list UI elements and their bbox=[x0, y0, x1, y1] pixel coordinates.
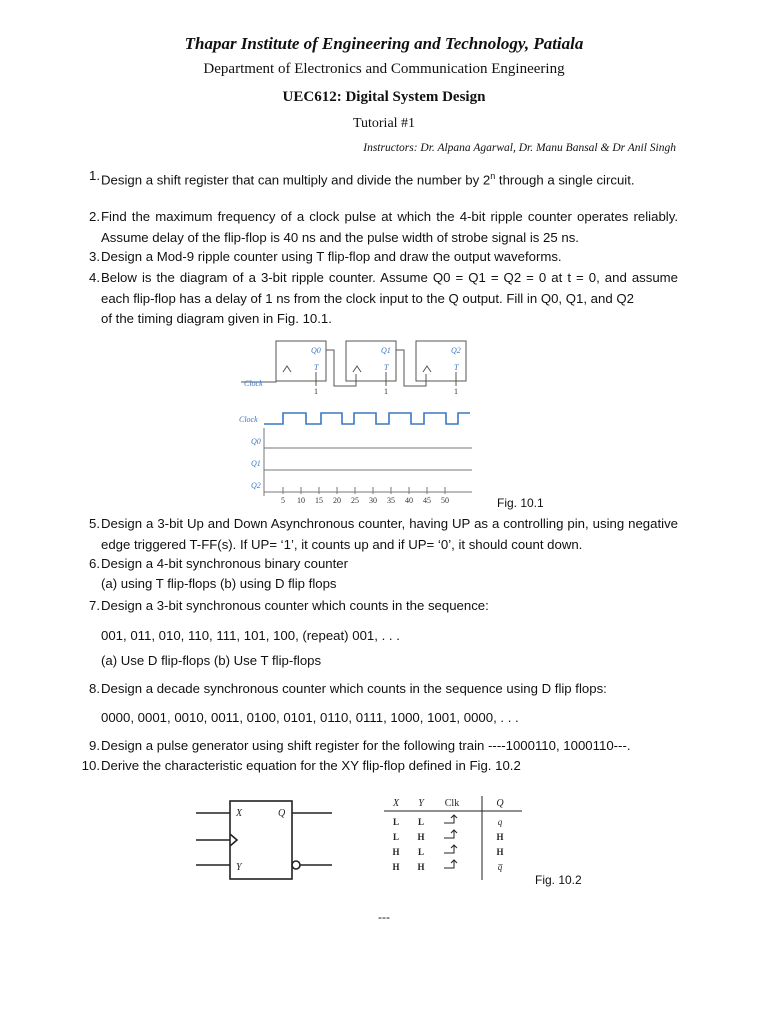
tick-20: 20 bbox=[333, 496, 341, 505]
question-number: 7. bbox=[89, 598, 100, 613]
question-text: Design a 3-bit Up and Down Asynchronous counter, having UP as a controlling pin, using negative edge triggered T-FF(s). If UP= ‘1’, it counts up and if UP= ‘0’, it should count down. bbox=[101, 516, 678, 552]
superscript-n: n bbox=[490, 171, 496, 181]
question-3 bbox=[78, 247, 678, 268]
question-text: Below is the diagram of a 3-bit ripple counter. Assume Q bbox=[101, 270, 444, 285]
row4-x: H bbox=[392, 862, 400, 872]
question-10 bbox=[78, 756, 678, 777]
question-number: 5. bbox=[89, 516, 100, 531]
question-9 bbox=[78, 736, 678, 757]
tick-35: 35 bbox=[387, 496, 395, 505]
question-text-cont: each flip-flop has a delay of 1 ns from the clock input to the Q output. Fill in Q bbox=[101, 290, 552, 306]
row2-q: H bbox=[496, 832, 504, 842]
tick-5: 5 bbox=[281, 496, 285, 505]
question-text: Design a 4-bit synchronous binary counter bbox=[101, 556, 349, 571]
wave-label-q2: Q2 bbox=[251, 481, 261, 490]
question-text: Design a decade synchronous counter which counts in the sequence using D flip flops: bbox=[101, 681, 607, 696]
wave-label-clock: Clock bbox=[239, 415, 258, 424]
q4-fill: 0, Q1, and Q2 bbox=[551, 290, 634, 306]
t-label-0: T bbox=[314, 363, 319, 372]
t-label-2: T bbox=[454, 363, 459, 372]
t-label-1: T bbox=[384, 363, 389, 372]
clock-input-label: Clock bbox=[244, 379, 263, 388]
question-number: 6. bbox=[89, 556, 100, 571]
question-7 bbox=[78, 596, 678, 617]
question-5 bbox=[78, 514, 678, 555]
row1-x: L bbox=[392, 817, 400, 827]
header-clk: Clk bbox=[444, 798, 460, 809]
row4-y: H bbox=[417, 862, 425, 872]
tick-30: 30 bbox=[369, 496, 377, 505]
xy-flip-flop-symbol bbox=[192, 796, 342, 886]
tick-45: 45 bbox=[423, 496, 431, 505]
header-x: X bbox=[392, 798, 400, 809]
output-q-label: Q bbox=[278, 808, 286, 819]
clock-edge-icons bbox=[444, 815, 457, 868]
q4-equation: 0 = Q1 = Q2 = 0 at t = 0, and assume bbox=[443, 270, 678, 285]
q8-sequence: 0000, 0001, 0010, 0011, 0100, 0101, 0110, 0111, 1000, 1001, 0000, . . . bbox=[101, 710, 519, 725]
header-y: Y bbox=[418, 798, 424, 809]
institute-title: Thapar Institute of Engineering and Technology, Patiala bbox=[184, 34, 584, 53]
question-text: Find the maximum frequency of a clock pulse at which the 4-bit ripple counter operates reliably. Assume delay of the flip-flop is 40 ns and the pulse width of strobe signal is 25 ns. bbox=[101, 209, 678, 245]
row1-q: q bbox=[497, 817, 503, 827]
row1-y: L bbox=[417, 817, 425, 827]
input-x-label: X bbox=[236, 808, 243, 819]
question-number: 4. bbox=[89, 270, 100, 285]
question-4 bbox=[78, 268, 678, 330]
tick-40: 40 bbox=[405, 496, 413, 505]
tick-15: 15 bbox=[315, 496, 323, 505]
wave-label-q0: Q0 bbox=[251, 437, 261, 446]
question-number: 10. bbox=[81, 758, 100, 773]
one-label-1: 1 bbox=[384, 387, 388, 396]
clock-waveform bbox=[264, 413, 470, 424]
question-text: Design a shift register that can multiply and divide the number by 2 bbox=[101, 172, 491, 188]
question-number: 1. bbox=[89, 168, 100, 183]
instructors: Instructors: Dr. Alpana Agarwal, Dr. Manu Bansal & Dr Anil Singh bbox=[363, 142, 676, 154]
row4-q: q̅ bbox=[497, 862, 503, 872]
question-text-cont: through a single circuit. bbox=[495, 172, 635, 188]
question-number: 9. bbox=[89, 738, 100, 753]
question-text: Design a pulse generator using shift register for the following train ----1000110, 1000110---. bbox=[101, 738, 631, 753]
header-q: Q bbox=[496, 798, 504, 809]
ff-label-q0: Q0 bbox=[311, 346, 321, 355]
fig-10-1-caption: Fig. 10.1 bbox=[497, 496, 544, 510]
question-number: 2. bbox=[89, 209, 100, 224]
question-text-end: of the timing diagram given in Fig. 10.1. bbox=[101, 311, 332, 326]
wave-label-q1: Q1 bbox=[251, 459, 261, 468]
question-text: Derive the characteristic equation for the XY flip-flop defined in Fig. 10.2 bbox=[101, 758, 521, 773]
question-number: 3. bbox=[89, 249, 100, 264]
question-text: Design a Mod-9 ripple counter using T flip-flop and draw the output waveforms. bbox=[101, 249, 562, 264]
question-8 bbox=[78, 679, 678, 700]
ripple-counter-figure bbox=[236, 336, 476, 506]
one-label-0: 1 bbox=[314, 387, 318, 396]
q7-options: (a) Use D flip-flops (b) Use T flip-flops bbox=[101, 653, 322, 668]
one-label-2: 1 bbox=[454, 387, 458, 396]
question-text: Design a 3-bit synchronous counter which counts in the sequence: bbox=[101, 598, 489, 613]
row2-y: H bbox=[417, 832, 425, 842]
xy-truth-table bbox=[384, 792, 534, 882]
tick-25: 25 bbox=[351, 496, 359, 505]
question-2 bbox=[78, 207, 678, 248]
question-1 bbox=[78, 166, 678, 191]
ff-label-q2: Q2 bbox=[451, 346, 461, 355]
q7-sequence: 001, 011, 010, 110, 111, 101, 100, (repeat) 001, . . . bbox=[101, 628, 400, 643]
input-y-label: Y bbox=[236, 862, 242, 873]
question-number: 8. bbox=[89, 681, 100, 696]
department-title: Department of Electronics and Communication Engineering bbox=[203, 61, 565, 77]
question-6 bbox=[78, 554, 678, 575]
footer-dashes: --- bbox=[378, 910, 390, 924]
row2-x: L bbox=[392, 832, 400, 842]
q6-options: (a) using T flip-flops (b) using D flip flops bbox=[101, 576, 337, 591]
fig-10-2-caption: Fig. 10.2 bbox=[535, 873, 582, 887]
row3-x: H bbox=[392, 847, 400, 857]
ff-label-q1: Q1 bbox=[381, 346, 391, 355]
row3-q: H bbox=[496, 847, 504, 857]
tick-10: 10 bbox=[297, 496, 305, 505]
course-title: UEC612: Digital System Design bbox=[282, 89, 486, 105]
row3-y: L bbox=[417, 847, 425, 857]
tutorial-title: Tutorial #1 bbox=[352, 116, 416, 131]
tick-50: 50 bbox=[441, 496, 449, 505]
